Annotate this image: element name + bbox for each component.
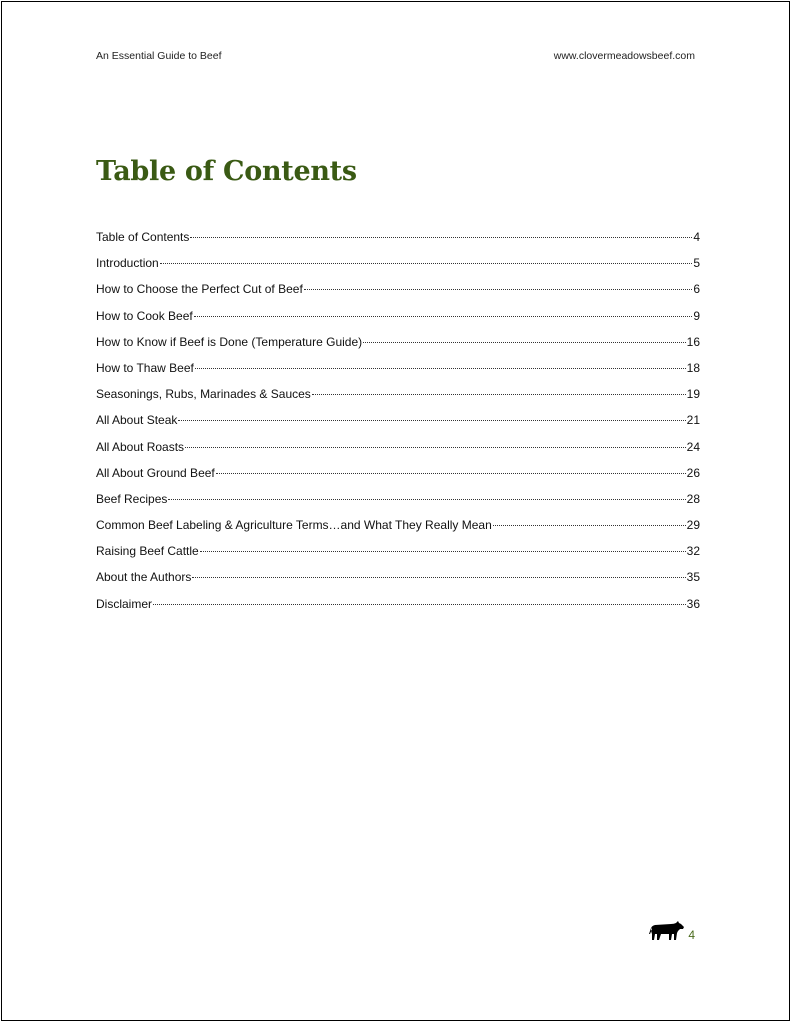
- toc-entry-title: All About Ground Beef: [96, 465, 215, 480]
- toc-dot-leader: [190, 237, 692, 238]
- toc-entry[interactable]: [96, 518, 700, 544]
- toc-entry-page: 28: [686, 491, 700, 506]
- toc-dot-leader: [312, 394, 686, 395]
- cow-icon: [649, 918, 685, 942]
- toc-entry[interactable]: [96, 544, 700, 570]
- toc-entry-title: Introduction: [96, 256, 159, 271]
- toc-entry-title: Seasonings, Rubs, Marinades & Sauces: [96, 387, 311, 402]
- toc-entry[interactable]: [96, 597, 700, 623]
- page-number: 4: [688, 928, 695, 942]
- toc-dot-leader: [178, 420, 685, 421]
- toc-entry-title: Disclaimer: [96, 596, 153, 611]
- toc-entry[interactable]: [96, 570, 700, 596]
- header-website: www.clovermeadowsbeef.com: [553, 50, 695, 62]
- toc-entry-title: All About Steak: [96, 413, 178, 428]
- toc-entry[interactable]: [96, 387, 700, 413]
- toc-entry-title: How to Choose the Perfect Cut of Beef: [96, 282, 303, 297]
- toc-entry[interactable]: [96, 492, 700, 518]
- toc-entry-page: 16: [686, 334, 700, 349]
- toc-entry[interactable]: [96, 282, 700, 308]
- toc-entry-title: All About Roasts: [96, 439, 185, 454]
- table-of-contents: [96, 230, 700, 623]
- toc-entry-page: 4: [693, 230, 700, 244]
- toc-entry-title: Common Beef Labeling & Agriculture Terms…and What They Really Mean: [96, 518, 492, 533]
- toc-entry-page: 24: [686, 439, 700, 454]
- toc-dot-leader: [304, 289, 693, 290]
- toc-entry-page: 26: [686, 465, 700, 480]
- toc-entry-title: About the Authors: [96, 570, 192, 585]
- toc-dot-leader: [363, 342, 686, 343]
- toc-entry-page: 6: [693, 282, 700, 297]
- toc-dot-leader: [185, 447, 686, 448]
- toc-dot-leader: [192, 577, 685, 578]
- toc-dot-leader: [195, 368, 686, 369]
- toc-dot-leader: [216, 473, 686, 474]
- toc-entry-title: Beef Recipes: [96, 491, 168, 506]
- toc-dot-leader: [153, 604, 686, 605]
- toc-entry-title: How to Thaw Beef: [96, 360, 194, 375]
- toc-entry[interactable]: [96, 309, 700, 335]
- toc-entry-page: 29: [686, 518, 700, 533]
- page-footer: [649, 918, 695, 942]
- toc-entry-title: How to Know if Beef is Done (Temperature Guide): [96, 334, 363, 349]
- toc-entry-page: 36: [686, 596, 700, 611]
- toc-entry[interactable]: [96, 230, 700, 256]
- toc-dot-leader: [194, 316, 693, 317]
- toc-entry[interactable]: [96, 413, 700, 439]
- toc-entry[interactable]: [96, 335, 700, 361]
- toc-entry[interactable]: [96, 361, 700, 387]
- toc-dot-leader: [168, 499, 685, 500]
- toc-entry-title: Table of Contents: [96, 230, 190, 244]
- toc-entry[interactable]: [96, 256, 700, 282]
- toc-entry-page: 19: [686, 387, 700, 402]
- toc-entry-page: 32: [686, 544, 700, 559]
- toc-entry[interactable]: [96, 440, 700, 466]
- toc-entry[interactable]: [96, 466, 700, 492]
- page-title: Table of Contents: [96, 156, 357, 187]
- toc-entry-page: 18: [686, 360, 700, 375]
- toc-entry-title: How to Cook Beef: [96, 308, 193, 323]
- toc-dot-leader: [200, 551, 686, 552]
- toc-entry-page: 21: [686, 413, 700, 428]
- document-page: [1, 1, 790, 1021]
- toc-entry-page: 5: [693, 256, 700, 271]
- toc-dot-leader: [493, 525, 686, 526]
- header-book-title: An Essential Guide to Beef: [96, 50, 222, 62]
- toc-dot-leader: [160, 263, 693, 264]
- toc-entry-page: 9: [693, 308, 700, 323]
- toc-entry-page: 35: [686, 570, 700, 585]
- toc-entry-title: Raising Beef Cattle: [96, 544, 199, 559]
